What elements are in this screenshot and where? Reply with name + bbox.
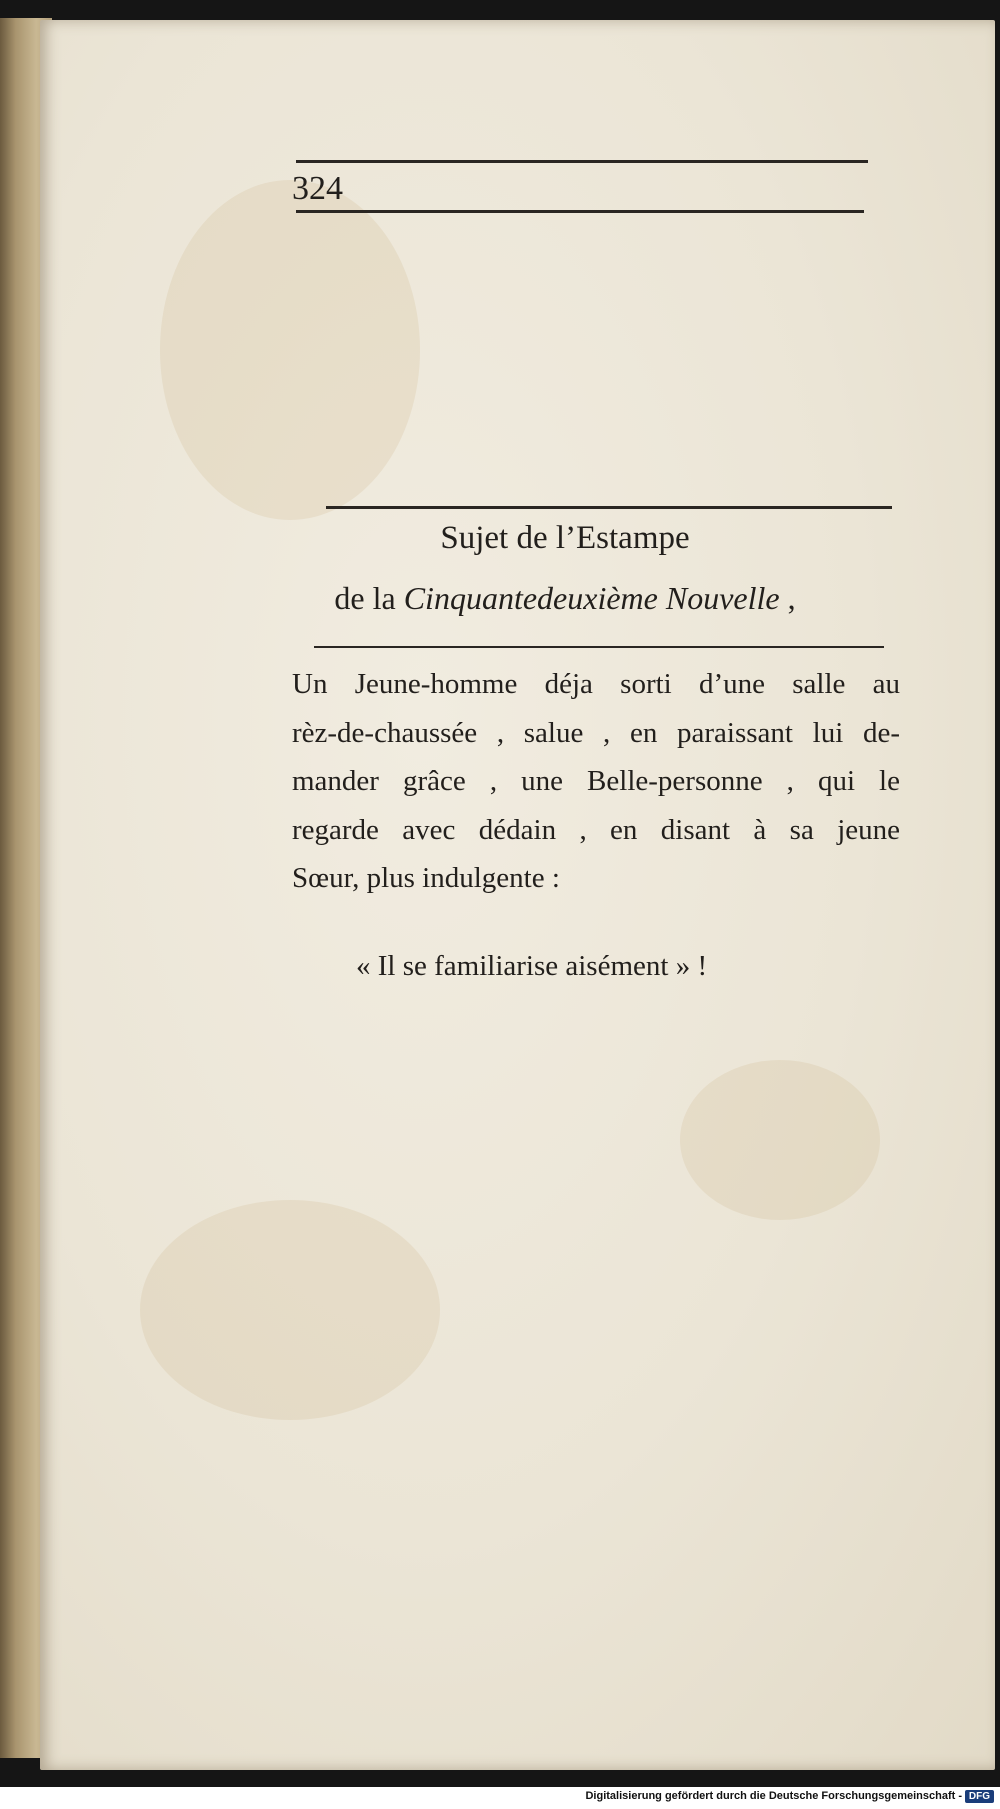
section-rule-bottom xyxy=(314,646,884,648)
body-paragraph xyxy=(292,660,900,903)
paper-stain xyxy=(680,1060,880,1220)
page-number: 324 xyxy=(292,170,343,207)
heading-prefix: de la xyxy=(334,580,404,616)
paper-stain xyxy=(140,1200,440,1420)
heading-suffix: , xyxy=(779,580,796,616)
body-line: mander grâce , une Belle-personne , qui le xyxy=(292,765,900,797)
heading-italic-title: Cinquantedeuxième Nouvelle xyxy=(403,580,780,616)
section-heading-line2 xyxy=(0,580,1000,617)
section-heading-line1: Sujet de l’Estampe xyxy=(440,520,690,556)
dfg-logo: DFG xyxy=(965,1790,994,1803)
body-line: rèz-de-chaussée , salue , en paraissant lui de- xyxy=(292,716,900,749)
body-line: Sœur, plus indulgente : xyxy=(292,862,560,894)
body-line: regarde avec dédain , en disant à sa jeune xyxy=(292,813,900,846)
paper-stain xyxy=(160,180,420,520)
quote-line: « Il se familiarise aisément » ! xyxy=(356,950,708,982)
digitization-credit: Digitalisierung gefördert durch die Deutsche Forschungsgemeinschaft - xyxy=(585,1790,962,1802)
header-rule-top xyxy=(296,160,868,163)
header-rule-bottom xyxy=(296,210,864,213)
body-line: Un Jeune-homme déja sorti d’une salle au xyxy=(292,668,900,700)
section-rule-top xyxy=(326,506,892,509)
